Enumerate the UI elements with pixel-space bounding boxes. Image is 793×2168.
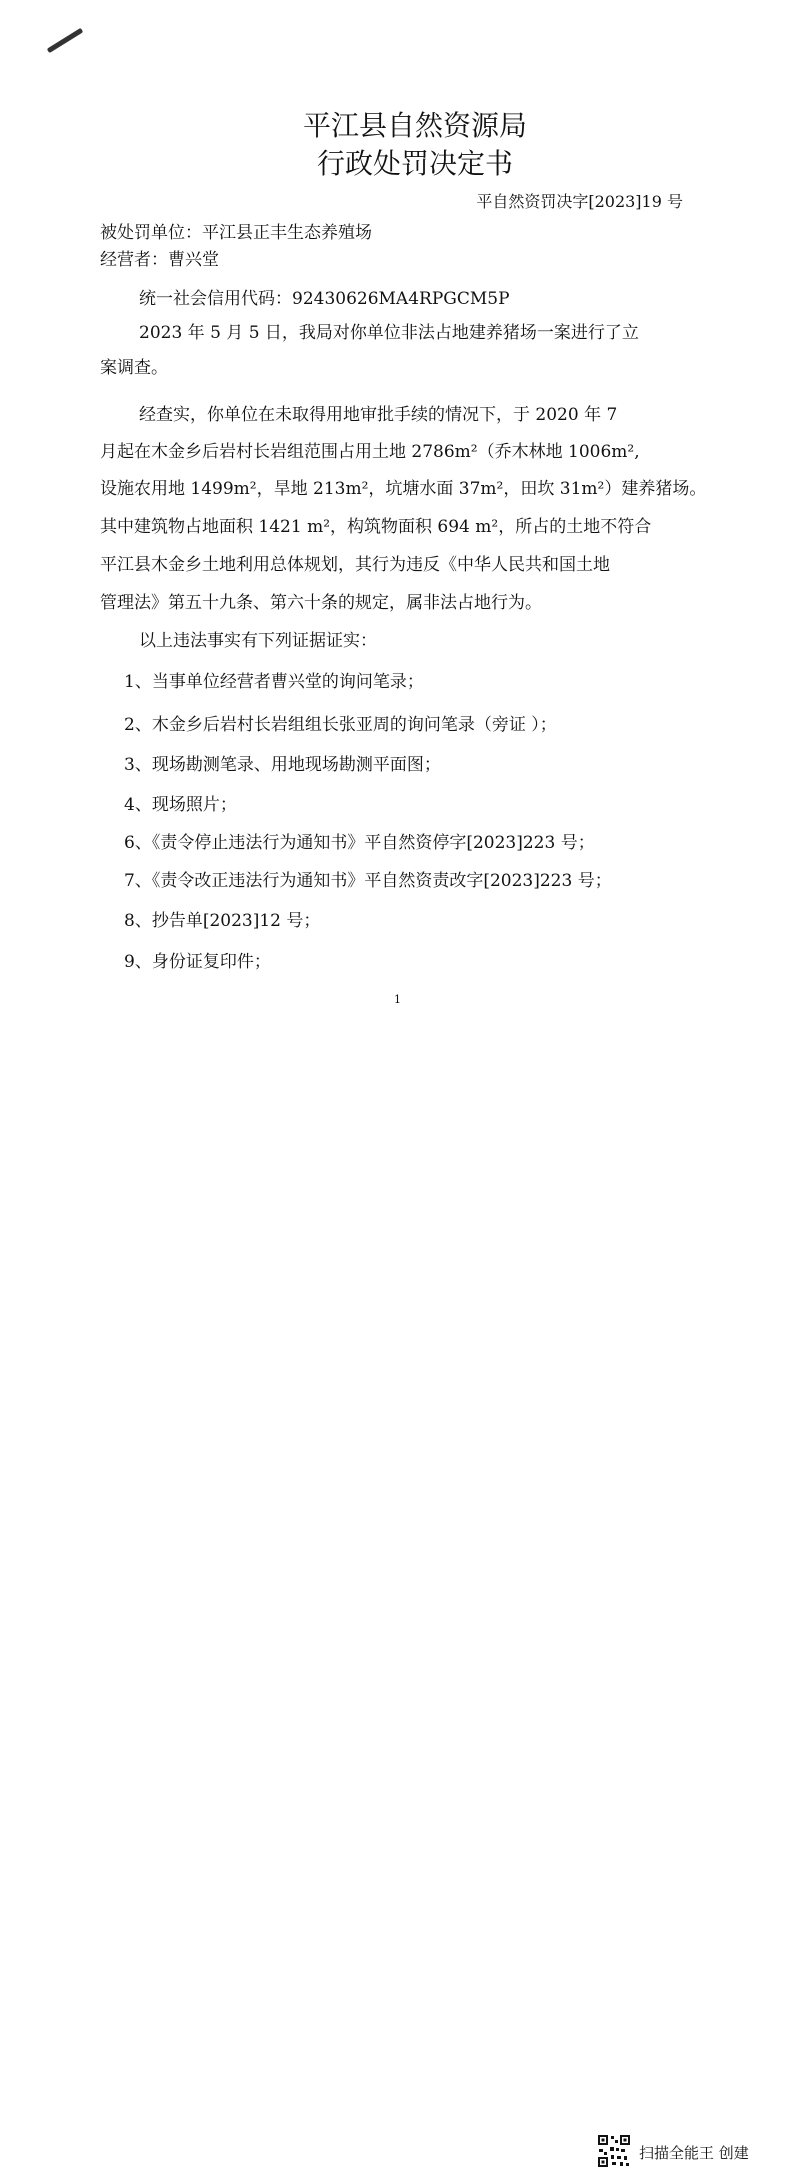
credit-code: 统一社会信用代码：92430626MA4RPGCM5P <box>139 289 510 309</box>
evidence-item: 8、抄告单[2023]12 号； <box>124 911 321 931</box>
scanner-footer <box>0 1062 793 2162</box>
document-title: 行政处罚决定书 <box>316 147 513 180</box>
document-number: 平自然资罚决字[2023]19 号 <box>476 192 683 211</box>
paragraph-line: 2023 年 5 月 5 日，我局对你单位非法占地建养猪场一案进行了立 <box>139 323 639 343</box>
evidence-item: 4、现场照片； <box>124 795 237 815</box>
evidence-item: 1、当事单位经营者曹兴堂的询问笔录； <box>124 672 424 692</box>
evidence-item: 6、《责令停止违法行为通知书》平自然资停字[2023]223 号； <box>124 833 595 853</box>
penalized-unit: 被处罚单位：平江县正丰生态养殖场 <box>100 223 372 243</box>
evidence-item: 7、《责令改正违法行为通知书》平自然资责改字[2023]223 号； <box>124 871 612 891</box>
pen-mark <box>47 28 84 53</box>
paragraph-line: 管理法》第五十九条、第六十条的规定，属非法占地行为。 <box>100 593 542 613</box>
paragraph-line: 案调查。 <box>100 358 168 378</box>
paragraph-line: 设施农用地 1499m²，旱地 213m²，坑塘水面 37m²，田坎 31m²）建养猪场。 <box>100 479 707 499</box>
paragraph-line: 经查实，你单位在未取得用地审批手续的情况下，于 2020 年 7 <box>139 405 618 425</box>
evidence-item: 9、身份证复印件； <box>124 952 271 972</box>
qr-code-icon <box>597 2134 631 2168</box>
paragraph-line: 平江县木金乡土地利用总体规划，其行为违反《中华人民共和国土地 <box>100 555 610 575</box>
evidence-item: 3、现场勘测笔录、用地现场勘测平面图； <box>124 755 441 775</box>
operator-name: 经营者：曹兴堂 <box>100 250 219 270</box>
paragraph-line: 月起在木金乡后岩村长岩组范围占用土地 2786m²（乔木林地 1006m², <box>100 442 640 462</box>
evidence-item: 2、木金乡后岩村长岩组组长张亚周的询问笔录（旁证 ）； <box>124 715 557 735</box>
evidence-intro: 以上违法事实有下列证据证实： <box>139 631 377 651</box>
page-number: 1 <box>394 993 401 1006</box>
agency-title: 平江县自然资源局 <box>302 109 527 142</box>
scanner-label: 扫描全能王 创建 <box>639 2144 749 2162</box>
paragraph-line: 其中建筑物占地面积 1421 m²，构筑物面积 694 m²，所占的土地不符合 <box>100 517 652 537</box>
